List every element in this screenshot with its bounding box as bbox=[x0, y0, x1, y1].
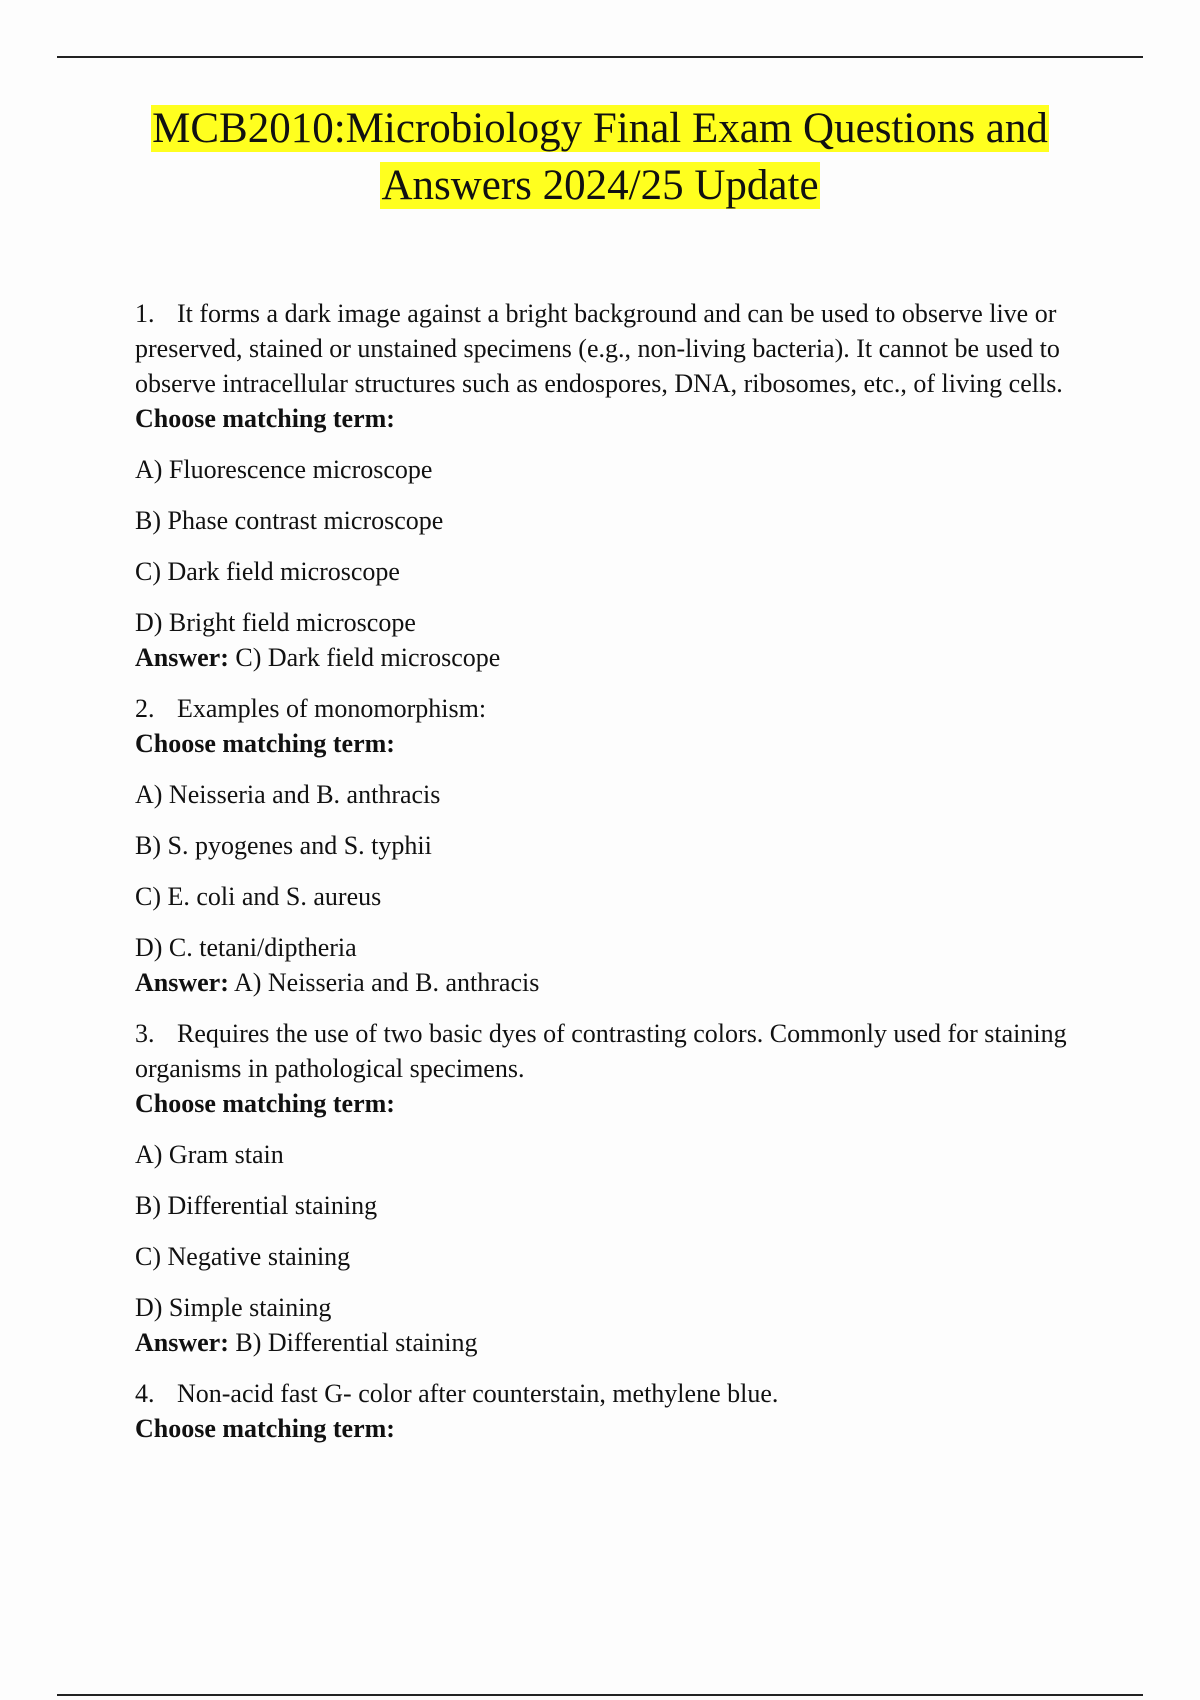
question-stem bbox=[135, 1016, 1105, 1086]
option-d: D) Simple staining bbox=[135, 1293, 332, 1322]
answer-text: B) Differential staining bbox=[235, 1328, 478, 1357]
answer-label: Answer: bbox=[135, 968, 229, 997]
option-d: D) Bright field microscope bbox=[135, 608, 416, 637]
choose-label: Choose matching term: bbox=[135, 1414, 395, 1443]
answer-line bbox=[135, 1325, 1105, 1360]
choose-label: Choose matching term: bbox=[135, 1089, 395, 1118]
question-stem bbox=[135, 1376, 1105, 1411]
option-b: B) Differential staining bbox=[135, 1191, 378, 1220]
answer-line bbox=[135, 640, 1105, 675]
question-2 bbox=[135, 691, 1105, 1000]
question-text: It forms a dark image against a bright background and can be used to observe live or preserved, stained or unstained specimens (e.g., non-living bacteria). It cannot be used to observe intracellular structures such as endospores, DNA, ribosomes, etc., of living cells. bbox=[135, 299, 1063, 398]
answer-text: A) Neisseria and B. anthracis bbox=[233, 968, 540, 997]
question-stem bbox=[135, 296, 1105, 401]
answer-text: C) Dark field microscope bbox=[235, 643, 501, 672]
document-title bbox=[0, 100, 1200, 214]
question-text: Non-acid fast G- color after counterstain, methylene blue. bbox=[177, 1379, 779, 1408]
option-c: C) E. coli and S. aureus bbox=[135, 882, 382, 911]
question-4 bbox=[135, 1376, 1105, 1446]
question-number: 4. bbox=[135, 1379, 155, 1408]
question-text: Requires the use of two basic dyes of contrasting colors. Commonly used for staining organisms in pathological specimens. bbox=[135, 1019, 1067, 1083]
option-list bbox=[135, 452, 1105, 640]
option-c: C) Dark field microscope bbox=[135, 557, 400, 586]
option-list bbox=[135, 777, 1105, 965]
title-line-2: Answers 2024/25 Update bbox=[381, 162, 819, 209]
question-1 bbox=[135, 296, 1105, 675]
answer-label: Answer: bbox=[135, 1328, 229, 1357]
bottom-rule bbox=[57, 1694, 1143, 1696]
top-rule bbox=[57, 56, 1143, 58]
answer-line bbox=[135, 965, 1105, 1000]
option-a: A) Gram stain bbox=[135, 1140, 284, 1169]
question-number: 1. bbox=[135, 299, 155, 328]
question-number: 3. bbox=[135, 1019, 155, 1048]
option-c: C) Negative staining bbox=[135, 1242, 351, 1271]
question-stem bbox=[135, 691, 1105, 726]
title-line-1: MCB2010:Microbiology Final Exam Questions and bbox=[152, 105, 1048, 152]
question-text: Examples of monomorphism: bbox=[177, 694, 487, 723]
answer-label: Answer: bbox=[135, 643, 229, 672]
option-b: B) Phase contrast microscope bbox=[135, 506, 444, 535]
option-list bbox=[135, 1137, 1105, 1325]
option-a: A) Fluorescence microscope bbox=[135, 455, 433, 484]
option-d: D) C. tetani/diptheria bbox=[135, 933, 357, 962]
option-a: A) Neisseria and B. anthracis bbox=[135, 780, 441, 809]
question-3 bbox=[135, 1016, 1105, 1360]
choose-label: Choose matching term: bbox=[135, 404, 395, 433]
question-list bbox=[135, 296, 1105, 1446]
choose-label: Choose matching term: bbox=[135, 729, 395, 758]
option-b: B) S. pyogenes and S. typhii bbox=[135, 831, 432, 860]
question-number: 2. bbox=[135, 694, 155, 723]
